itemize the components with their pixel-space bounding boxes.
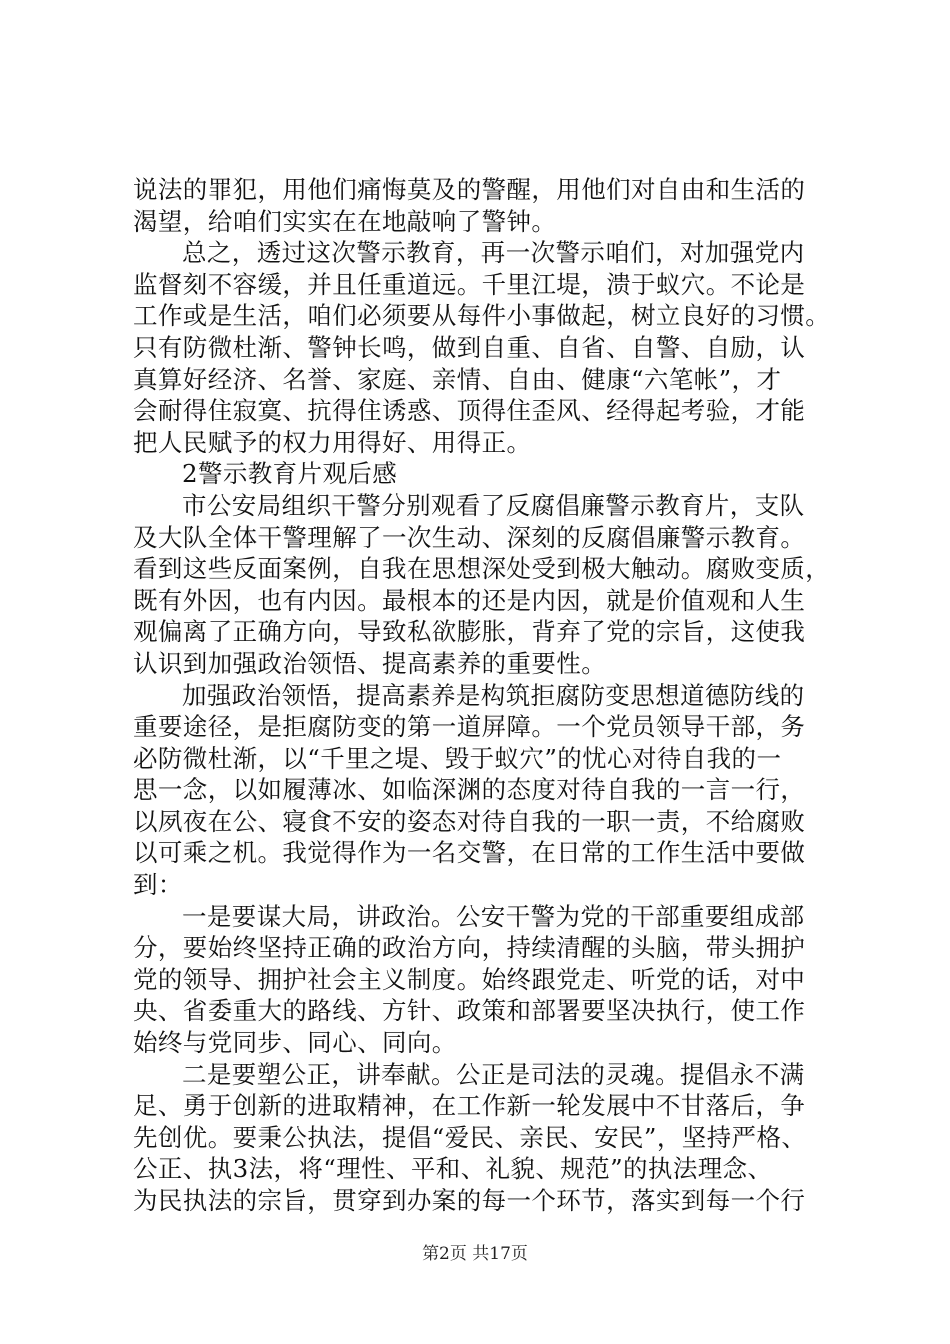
text-line: 认识到加强政治领悟、提高素养的重要性。 [133,648,607,678]
text-line: 只有防微杜渐、警钟长鸣，做到自重、自省、自警、自励，认 [133,332,806,362]
text-line: 看到这些反面案例，自我在思想深处受到极大触动。腐败变质， [133,554,831,584]
text-line: 先创优。要秉公执法，提倡“爱民、亲民、安民”，坚持严格、 [133,1122,807,1152]
text-line: 以可乘之机。我觉得作为一名交警，在日常的工作生活中要做 [133,838,806,868]
text-line: 及大队全体干警理解了一次生动、深刻的反腐倡廉警示教育。 [133,522,806,552]
paragraph-start-line: 市公安局组织干警分别观看了反腐倡廉警示教育片，支队 [182,490,805,520]
text-line: 分，要始终坚持正确的政治方向，持续清醒的头脑，带头拥护 [133,933,806,963]
text-line: 真算好经济、名誉、家庭、亲情、自由、健康“六笔帐”，才 [133,364,782,394]
text-line: 既有外因，也有内因。最根本的还是内因，就是价值观和人生 [133,585,806,615]
text-line: 始终与党同步、同心、同向。 [133,1028,457,1058]
text-line: 到： [133,870,183,900]
page-number-footer: 第2页 共17页 [422,1244,528,1264]
text-line: 监督刻不容缓，并且任重道远。千里江堤，溃于蚁穴。不论是 [133,269,806,299]
text-line: 把人民赋予的权力用得好、用得正。 [133,427,532,457]
text-line: 必防微杜渐，以“千里之堤、毁于蚁穴”的忧心对待自我的一 [133,743,782,773]
text-line: 公正、执3法，将“理性、平和、礼貌、规范”的执法理念、 [133,1154,773,1184]
text-line: 以夙夜在公、寝食不安的姿态对待自我的一职一责，不给腐败 [133,806,806,836]
text-line: 说法的罪犯，用他们痛悔莫及的警醒，用他们对自由和生活的 [133,175,806,204]
section-heading: 2警示教育片观后感 [182,459,398,489]
text-line: 为民执法的宗旨，贯穿到办案的每一个环节，落实到每一个行 [133,1186,806,1215]
text-line: 工作或是生活，咱们必须要从每件小事做起，树立良好的习惯。 [133,301,831,331]
text-line: 渴望，给咱们实实在在地敲响了警钟。 [133,206,557,236]
text-line: 党的领导、拥护社会主义制度。始终跟党走、听党的话，对中 [133,964,806,994]
paragraph-start-line: 一是要谋大局，讲政治。公安干警为党的干部重要组成部 [182,901,805,931]
document-body [133,174,833,1217]
text-line: 足、勇于创新的进取精神，在工作新一轮发展中不甘落后，争 [133,1091,806,1121]
paragraph-start-line: 加强政治领悟，提高素养是构筑拒腐防变思想道德防线的 [182,680,805,710]
paragraph-start-line: 总之，透过这次警示教育，再一次警示咱们，对加强党内 [182,238,805,268]
paragraph-start-line: 二是要塑公正，讲奉献。公正是司法的灵魂。提倡永不满 [182,1059,805,1089]
text-line: 思一念，以如履薄冰、如临深渊的态度对待自我的一言一行， [133,775,806,805]
text-line: 观偏离了正确方向，导致私欲膨胀，背弃了党的宗旨，这使我 [133,617,806,647]
text-line: 会耐得住寂寞、抗得住诱惑、顶得住歪风、经得起考验，才能 [133,396,806,426]
text-line: 重要途径，是拒腐防变的第一道屏障。一个党员领导干部，务 [133,712,806,742]
text-line: 央、省委重大的路线、方针、政策和部署要坚决执行，使工作 [133,996,806,1026]
